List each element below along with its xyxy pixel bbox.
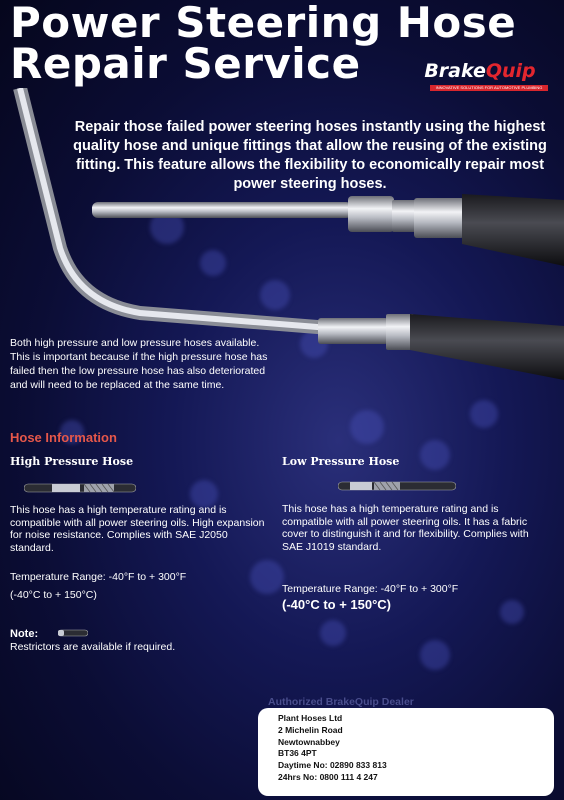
dealer-24hr-phone: 24hrs No: 0800 111 4 247 [278,771,378,782]
dealer-name: Plant Hoses Ltd [278,713,343,723]
low-pressure-description: This hose has a high temperature rating and is compatible with all power steering oils. It has a fabric cover to distinguish it and for flexibility. Complies with SAE J1019 standard. [282,503,529,553]
dealer-postcode: BT36 4PT [278,748,317,759]
hose-information-heading: Hose Information [10,430,117,445]
logo-brake: Brake [424,60,486,82]
dealer-address-line-1: 2 Michelin Road [278,724,343,735]
high-pressure-temp-f: Temperature Range: -40°F to + 300°F [10,571,187,583]
low-pressure-title: Low Pressure Hose [282,455,400,468]
logo-quip: Quip [485,60,536,82]
intro-paragraph: Repair those failed power steering hoses instantly using the highest quality hose and unique fittings that allow the reusing of the existing fitting. This feature allows the flexibility to economically repair most power steering hoses. [73,119,547,192]
logo-tagline: INNOVATIVE SOLUTIONS FOR AUTOMOTIVE PLUMBING [430,85,548,91]
high-pressure-title: High Pressure Hose [10,455,134,468]
low-pressure-temp-f: Temperature Range: -40°F to + 300°F [282,583,459,595]
low-pressure-temp-c: (-40°C to + 150°C) [282,597,392,612]
low-pressure-hose-icon [338,479,456,493]
dealer-heading: Authorized BrakeQuip Dealer [268,696,414,708]
high-pressure-temp-c: (-40°C to + 150°C) [10,589,97,601]
dealer-address-line-2: Newtownabbey [278,736,340,747]
high-pressure-description: This hose has a high temperature rating and is compatible with all power steering oils. High expansion for noise resistance. Complies with SAE J2050 standard. [10,504,265,554]
availability-paragraph: Both high pressure and low pressure hoses available. This is important because if the high pressure hose has failed then the low pressure hose has also deteriorated and will need to be replaced at the same time. [10,337,268,391]
dealer-address-box [258,708,554,796]
note-label: Note: [10,628,39,640]
note-text: Restrictors are available if required. [10,641,176,653]
restrictor-icon [58,629,88,637]
title-line-2: Repair Service [10,39,361,88]
title-line-1: Power Steering Hose [10,0,517,47]
dealer-daytime-phone: Daytime No: 02890 833 813 [278,760,387,771]
logo-wordmark [412,60,548,82]
high-pressure-hose-icon [24,481,136,495]
